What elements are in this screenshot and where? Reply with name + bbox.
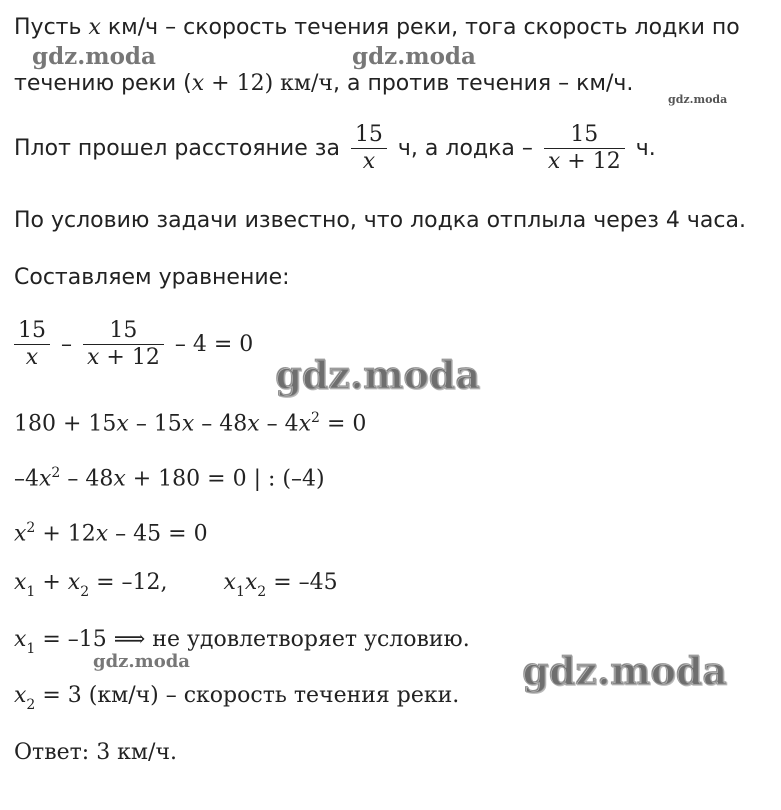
watermark-logo <box>668 92 732 109</box>
text-line-2: течению реки (x + 12) км/ч, а против течения – км/ч. <box>14 71 634 96</box>
equation-7: $x_2 = 3$ (км/ч) – скорость течения реки. <box>14 683 460 714</box>
text-line-1: Пусть x км/ч – скорость течения реки, тога скорость лодки по <box>14 15 740 40</box>
svg-text:gdz.moda: gdz.moda <box>32 43 156 70</box>
equation-2: $180 + 15x - 15x - 48x - 4x^2 = 0$ <box>14 410 367 437</box>
fraction-15-x: $\frac{15}{x}$ <box>351 122 387 175</box>
equation-4: $x^2 + 12x - 45 = 0$ <box>14 520 208 547</box>
watermark-logo <box>93 648 213 678</box>
equation-6: $x_1 = -15$ ⟹ не удовлетворяет условию. <box>14 627 470 658</box>
text-line-5: Составляем уравнение: <box>14 265 290 290</box>
equation-1: $\frac{15}{x}$ – $\frac{15}{x + 12}$ – 4 = 0 <box>10 318 253 371</box>
equation-3: $-4x^2 - 48x + 180 = 0$ | : (–4) <box>14 465 325 492</box>
watermark-logo <box>32 42 182 76</box>
svg-text:gdz.moda: gdz.moda <box>93 651 190 672</box>
text-line-3: Плот прошел расстояние за $\frac{15}{x}$ ч, а лодка – $\frac{15}{x + 12}$ ч. <box>14 122 656 174</box>
fraction-15-x-plus-12: $\frac{15}{x + 12}$ <box>83 318 164 371</box>
svg-text:gdz.moda: gdz.moda <box>522 648 727 693</box>
svg-text:gdz.moda: gdz.moda <box>668 93 728 106</box>
text-line-4: По условию задачи известно, что лодка отплыла через 4 часа. <box>14 208 746 233</box>
watermark-logo <box>275 352 505 407</box>
watermark-logo <box>352 42 502 76</box>
equation-5: $x_1 + x_2 = -12$, $x_1x_2 = -45$ <box>14 570 338 601</box>
watermark-logo <box>522 648 752 703</box>
fraction-15-x: $\frac{15}{x}$ <box>14 318 50 371</box>
svg-text:gdz.moda: gdz.moda <box>352 43 476 70</box>
fraction-15-x-plus-12: $\frac{15}{x + 12}$ <box>544 122 625 175</box>
answer-line: Ответ: 3 км/ч. <box>14 740 177 765</box>
svg-text:gdz.moda: gdz.moda <box>275 352 480 397</box>
